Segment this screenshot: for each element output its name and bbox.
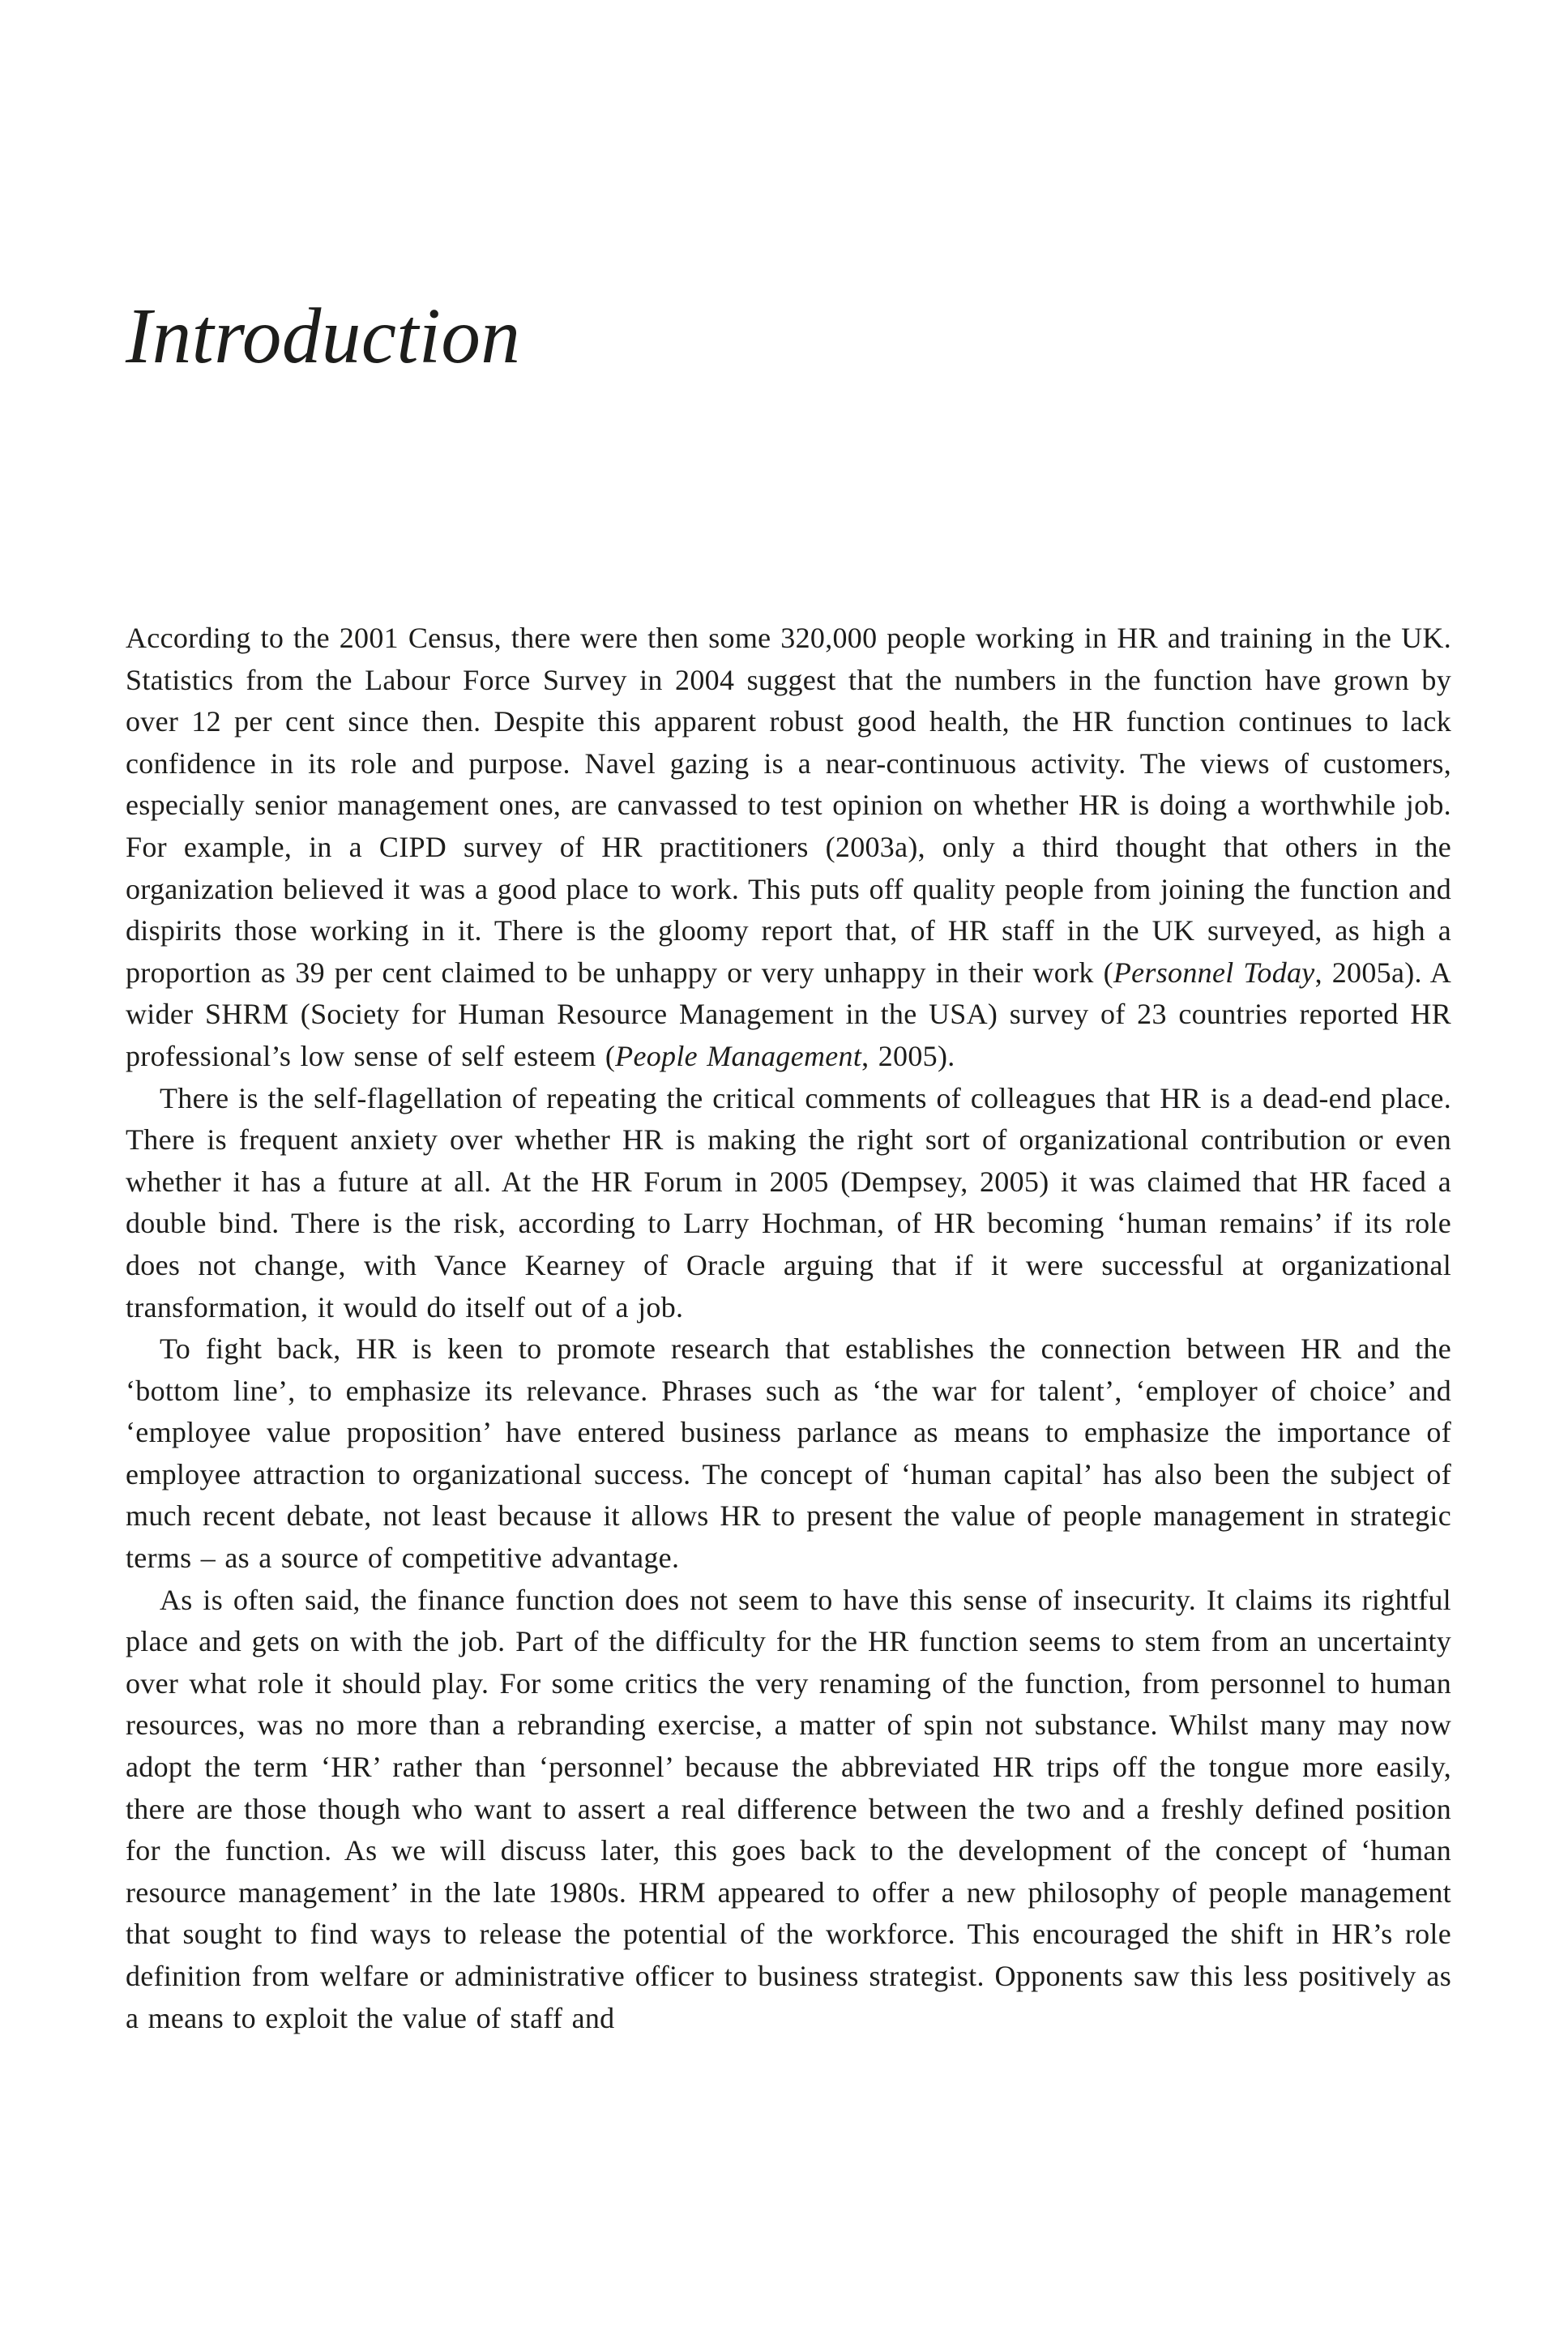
text-segment: , 2005a). A wider SHRM (Society for Human Resource Management in the USA) survey of 23 countries reported HR professional’s low sense of self esteem (	[126, 956, 1452, 1072]
paragraph	[126, 1580, 1451, 2040]
text-segment: To fight back, HR is keen to promote research that establishes the connection between HR and the ‘bottom line’, to emphasize its relevance. Phrases such as ‘the war for talent’, ‘employer of choice’ and ‘employee value proposition’ have entered business parlance as means to emphasize the importance of employee attraction to organizational success. The concept of ‘human capital’ has also been the subject of much recent debate, not least because it allows HR to present the value of people management in strategic terms – as a source of competitive advantage.	[126, 1332, 1451, 1575]
paragraph	[126, 1078, 1451, 1329]
paragraph	[126, 1328, 1451, 1580]
text-segment: As is often said, the finance function does not seem to have this sense of insecurity. It claims its rightful place and gets on with the job. Part of the difficulty for the HR function seems to stem from an uncertainty over what role it should play. For some critics the very renaming of the function, from personnel to human resources, was no more than a rebranding exercise, a matter of spin not substance. Whilst many may now adopt the term ‘HR’ rather than ‘personnel’ because the abbreviated HR trips off the tongue more easily, there are those though who want to assert a real difference between the two and a freshly defined position for the function. As we will discuss later, this goes back to the development of the concept of ‘human resource management’ in the late 1980s. HRM appeared to offer a new philosophy of people management that sought to find ways to release the potential of the workforce. This encouraged the shift in HR’s role definition from welfare or administrative officer to business strategist. Opponents saw this less positively as a means to exploit the value of staff and	[126, 1583, 1451, 2034]
paragraph	[126, 618, 1451, 1078]
italic-text-segment: People Management	[615, 1039, 862, 1072]
chapter-title: Introduction	[126, 293, 521, 379]
text-segment: There is the self-flagellation of repeating the critical comments of colleagues that HR is a dead-end place. There is frequent anxiety over whether HR is making the right sort of organizational contribution or even whether it has a future at all. At the HR Forum in 2005 (Dempsey, 2005) it was claimed that HR faced a double bind. There is the risk, according to Larry Hochman, of HR becoming ‘human remains’ if its role does not change, with Vance Kearney of Oracle arguing that if it were successful at organizational transformation, it would do itself out of a job.	[126, 1081, 1451, 1324]
italic-text-segment: Personnel Today	[1113, 956, 1315, 989]
text-segment: According to the 2001 Census, there were then some 320,000 people working in HR and training in the UK. Statistics from the Labour Force Survey in 2004 suggest that the numbers in the function have grown by over 12 per cent since then. Despite this apparent robust good health, the HR function continues to lack confidence in its role and purpose. Navel gazing is a near-continuous activity. The views of customers, especially senior management ones, are canvassed to test opinion on whether HR is doing a worthwhile job. For example, in a CIPD survey of HR practitioners (2003a), only a third thought that others in the organization believed it was a good place to work. This puts off quality people from joining the function and dispirits those working in it. There is the gloomy report that, of HR staff in the UK surveyed, as high a proportion as 39 per cent claimed to be unhappy or very unhappy in their work (	[126, 622, 1451, 989]
body-text	[126, 618, 1451, 2039]
text-segment: , 2005).	[861, 1039, 955, 1072]
